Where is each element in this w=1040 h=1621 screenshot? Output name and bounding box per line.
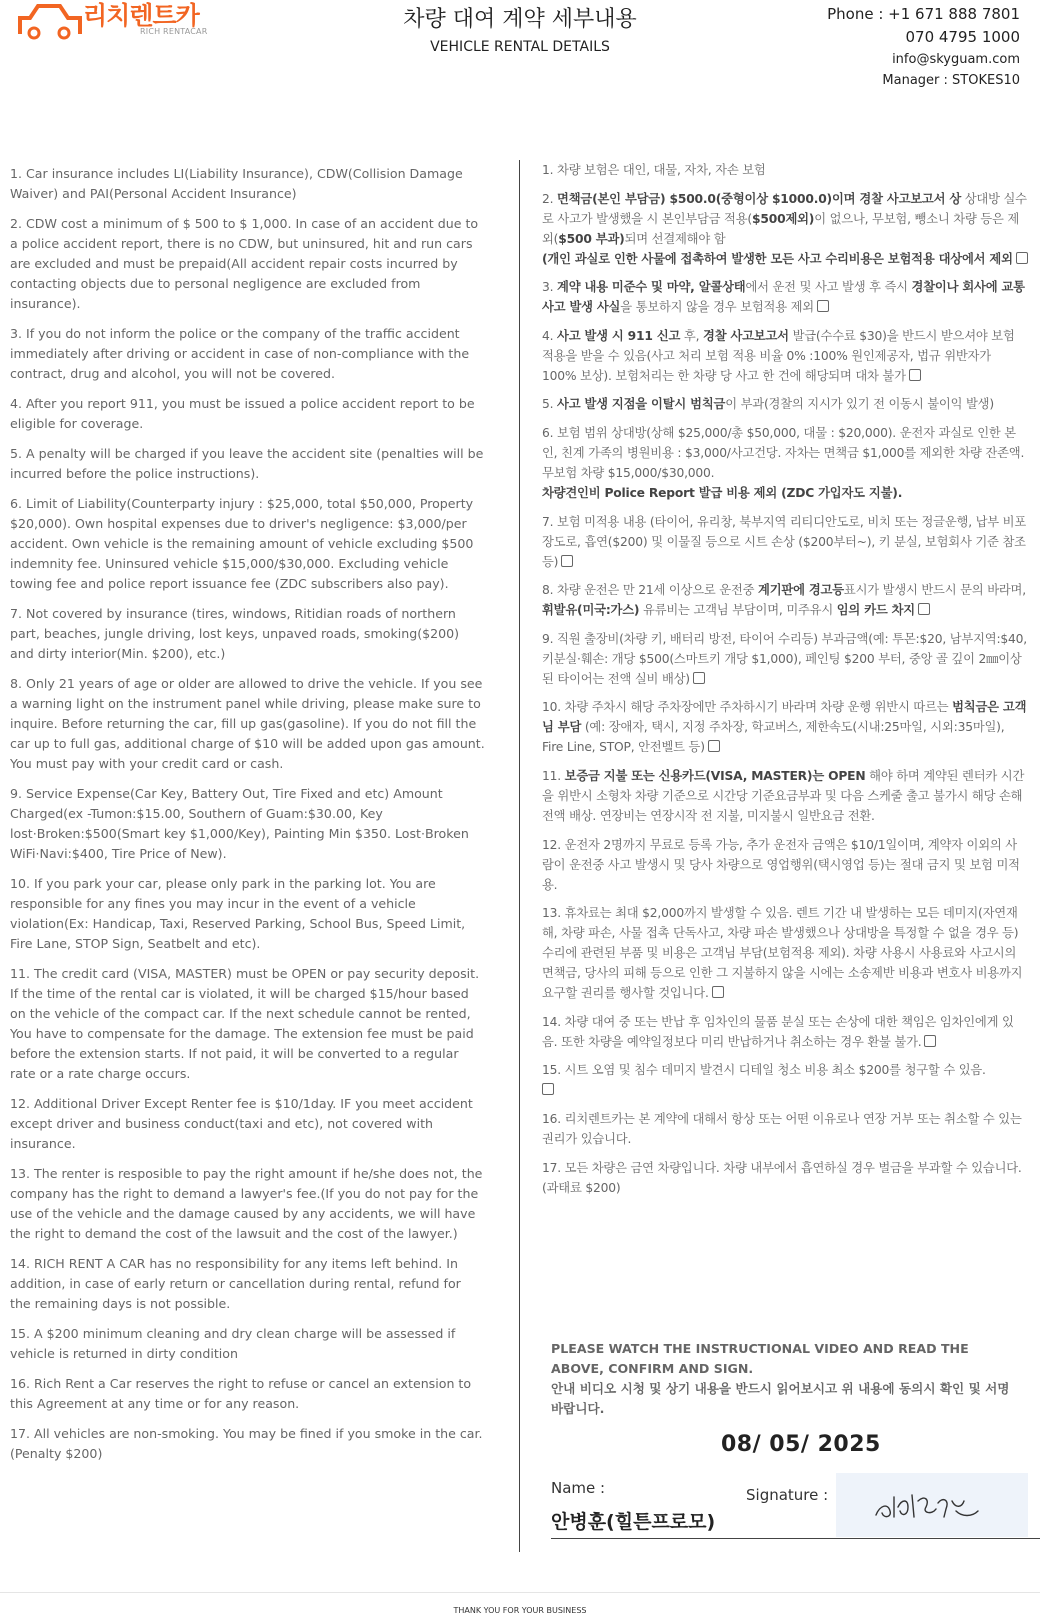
- english-term-17: 17. All vehicles are non-smoking. You may be fined if you smoke in the car.(Penalty $200): [10, 1426, 483, 1461]
- korean-term-9: 9. 직원 출장비(차량 키, 배터리 방전, 타이어 수리등) 부과금액(예: 투몬:$20, 남부지역:$40, 키분실·훼손: 개당 $500(스마트키 개당 $1,000), 페인팅 $200 부터, 중앙 골 깊이 2㎜이상 된 타이어는 전액 실비 배상): [542, 631, 1027, 686]
- english-term-5: 5. A penalty will be charged if you leave the accident site (penalties will be incurred before the police instructions).: [10, 446, 484, 481]
- korean-term-15: 15. 시트 오염 및 침수 데미지 발견시 디테일 청소 비용 최소 $200를 청구할 수 있음.: [542, 1060, 1028, 1100]
- footer-text: THANK YOU FOR YOUR BUSINESS: [453, 1606, 587, 1615]
- korean-term-7: 7. 보험 미적용 내용 (타이어, 유리창, 북부지역 리티디안도로, 비치 또는 정글운행, 납부 비포장도로, 흡연($200) 및 이물질 등으로 시트 손상 ($200부터~), 키 분실, 보험회사 기준 참조 등): [542, 514, 1027, 569]
- english-term-15: 15. A $200 minimum cleaning and dry clean charge will be assessed if vehicle is returned in dirty condition: [10, 1326, 456, 1361]
- term-14-checkbox[interactable]: [924, 1035, 936, 1047]
- contact-tel: 070 4795 1000: [905, 28, 1020, 46]
- korean-term-1: 1. 차량 보험은 대인, 대물, 자차, 자손 보험: [542, 163, 766, 177]
- car-logo-icon: [18, 0, 82, 40]
- footer-rule: [0, 1592, 1040, 1593]
- korean-term-11: 11. 보증금 지불 또는 신용카드(VISA, MASTER)는 OPEN 해야 하며 계약된 렌터카 시간을 위반시 소형차 차량 기준으로 시간당 기준요금부과 및 다음 스케줄 출고 불가시 해당 손해 전액 배상. 연장비는 연장시작 전 지불, 미지불시 일반요금 전환.: [542, 768, 1025, 823]
- signing-date: 08/ 05/ 2025: [721, 1432, 881, 1457]
- english-term-14: 14. RICH RENT A CAR has no responsibility for any items left behind. In addition, in case of early return or cancellation during rental, refund for the remaining days is not possible.: [10, 1256, 461, 1311]
- english-term-13: 13. The renter is resposible to pay the right amount if he/she does not, the company has the right to demand a lawyer's fee.(If you do not pay for the use of the vehicle and the damage caused by any accidents, we will have the right to demand the cost of the lawsuit and the cost of the lawyer.): [10, 1166, 483, 1241]
- name-label: Name :: [551, 1479, 606, 1497]
- english-term-12: 12. Additional Driver Except Renter fee is $10/1day. IF you meet accident except driver and business conduct(taxi and etc), not covered with insurance.: [10, 1096, 473, 1151]
- english-term-3: 3. If you do not inform the police or the company of the traffic accident immediately after driving or accident in case of non-compliance with the contract, drug and alcohol, you will not be covered.: [10, 326, 470, 381]
- handwritten-signature: [872, 1487, 992, 1527]
- signature-label: Signature :: [746, 1486, 829, 1504]
- korean-term-6: 6. 보험 범위 상대방(상해 $25,000/총 $50,000, 대물 : $20,000). 운전자 과실로 인한 본인, 친계 가족의 병원비용 : $3,000/사고건당. 자차는 면책금 $1,000를 제외한 차량 잔존액. 무보험 차량 $15,000/$30,000. 차량견인비 Police Report 발급 비용 제외 (ZDC 가입자도 지불).: [542, 425, 1025, 500]
- korean-term-10: 10. 차량 주차시 해당 주차장에만 주차하시기 바라며 차량 운행 위반시 따르는 범칙금은 고객님 부담 (예: 장애자, 택시, 지정 주차장, 학교버스, 제한속도(시내:25마일, 시외:35마일), Fire Line, STOP, 안전벨트 등): [542, 700, 1027, 755]
- korean-term-14: 14. 차량 대여 중 또는 반납 후 임차인의 물품 분실 또는 손상에 대한 책임은 임차인에게 있음. 또한 차량을 예약일정보다 미리 반납하거나 취소하는 경우 환불 불가.: [542, 1014, 1014, 1049]
- english-term-16: 16. Rich Rent a Car reserves the right to refuse or cancel an extension to this Agreement at any time or for any reason.: [10, 1376, 472, 1411]
- korean-term-2: 2. 면책금(본인 부담금) $500.0(중형이상 $1000.0)이며 경찰 사고보고서 상 상대방 실수로 사고가 발생했을 시 본인부담금 적용($500제외)이 없으나, 무보험, 뺑소니 차량 등은 제외($500 부과)되며 선결제해야 함 (개인 과실로 인한 사물에 접촉하여 발생한 모든 사고 수리비용은 보험적용 대상에서 제외: [542, 191, 1027, 266]
- logo-english-text: RICH RENTACAR: [140, 27, 208, 36]
- page-title-english: VEHICLE RENTAL DETAILS: [430, 39, 610, 55]
- term-10-checkbox[interactable]: [708, 740, 720, 752]
- notice-korean: 안내 비디오 시청 및 상기 내용을 반드시 읽어보시고 위 내용에 동의시 확인 및 서명 바랍니다.: [551, 1381, 1010, 1416]
- term-3-checkbox[interactable]: [817, 300, 829, 312]
- english-term-9: 9. Service Expense(Car Key, Battery Out, Tire Fixed and etc) Amount Charged(ex -Tumon:$15.00, Southern of Guam:$30.00, Key lost·Broken:$500(Smart key $1,000/Key), Painting Min $350. Lost·Broken WiFi·Navi:$400, Tire Price of New).: [10, 786, 469, 861]
- page-title-korean: 차량 대여 계약 세부내용: [403, 7, 637, 32]
- column-divider: [519, 160, 520, 1552]
- english-term-4: 4. After you report 911, you must be issued a police accident report to be eligible for coverage.: [10, 396, 475, 431]
- english-terms-column: [10, 164, 485, 1474]
- term-9-checkbox[interactable]: [693, 672, 705, 684]
- english-term-11: 11. The credit card (VISA, MASTER) must be OPEN or pay security deposit. If the time of the rental car is violated, it will be charged $15/hour based on the vehicle of the compact car. If the next schedule cannot be rented, You have to compensate for the damage. The extension fee must be paid before the extension starts. If not paid, it will be converted to a regular rate or a rate charge occurs.: [10, 966, 480, 1081]
- name-value: 안병훈(힐튼프로모): [551, 1511, 716, 1533]
- korean-term-13: 13. 휴차료는 최대 $2,000까지 발생할 수 있음. 렌트 기간 내 발생하는 모든 데미지(자연재해, 차량 파손, 사물 접촉 단독사고, 차량 파손 발생했으나 상대방을 특정할 수 없을 경우 등) 수리에 관련된 부품 및 비용은 고객님 부담(보험적용 제외). 차량 사용시 사용료와 사고시의 면책금, 당사의 피해 등으로 인한 그 지불하지 않을 시에는 소송제반 비용과 변호사 비용까지 요구할 권리를 행사할 것입니다.: [542, 906, 1023, 1001]
- korean-term-4: 4. 사고 발생 시 911 신고 후, 경찰 사고보고서 발급(수수료 $30)을 반드시 받으셔야 보험 적용을 받을 수 있음(사고 처리 보험 적용 비율 0% :100% 원인제공자, 법규 위반자가 100% 보상). 보험처리는 한 차량 당 사고 한 건에 해당되며 대차 불가: [542, 328, 1015, 383]
- contact-manager: Manager : STOKES10: [882, 73, 1020, 88]
- logo-korean-text: 리치렌트카: [83, 1, 199, 30]
- contact-phone: Phone : +1 671 888 7801: [827, 5, 1020, 23]
- term-7-checkbox[interactable]: [561, 555, 573, 567]
- term-4-checkbox[interactable]: [909, 369, 921, 381]
- term-8-checkbox[interactable]: [918, 603, 930, 615]
- english-term-7: 7. Not covered by insurance (tires, windows, Ritidian roads of northern part, beaches, jungle driving, lost keys, unpaved roads, smoking($200) and dirty interior(Min. $200), etc.): [10, 606, 460, 661]
- company-logo: [18, 0, 228, 42]
- korean-term-5: 5. 사고 발생 지점을 이탈시 범칙금이 부과(경찰의 지시가 있기 전 이동시 불이익 발생): [542, 397, 994, 412]
- signature-line: [551, 1538, 1040, 1539]
- confirmation-notice: [551, 1339, 1011, 1419]
- contact-email: info@skyguam.com: [892, 52, 1020, 67]
- term-13-checkbox[interactable]: [712, 986, 724, 998]
- english-term-6: 6. Limit of Liability(Counterparty injury : $25,000, total $50,000, Property $20,000). Own hospital expenses due to driver's negligence: $3,000/per accident. Own vehicle is the remaining amount of vehicle excluding $500 indemnity fee. Uninsured vehicle $15,000/$30,000. Excluding vehicle towing fee and police report issuance fee (ZDC subscribers also pay).: [10, 496, 474, 591]
- korean-term-16: 16. 리치렌트카는 본 계약에 대해서 항상 또는 어떤 이유로나 연장 거부 또는 취소할 수 있는 권리가 있습니다.: [542, 1111, 1022, 1146]
- korean-terms-column: [542, 160, 1028, 1206]
- term-15-checkbox[interactable]: [542, 1083, 554, 1095]
- korean-term-3: 3. 계약 내용 미준수 및 마약, 알콜상태에서 운전 및 사고 발생 후 즉시 경찰이나 회사에 교통 사고 발생 사실을 통보하지 않을 경우 보험적용 제외: [542, 280, 1025, 315]
- english-term-10: 10. If you park your car, please only park in the parking lot. You are responsible for any fines you may incur in the event of a vehicle violation(Ex: Handicap, Taxi, Reserved Parking, School Bus, Speed Limit, Fire Lane, STOP Sign, Seatbelt and etc).: [10, 876, 466, 951]
- korean-term-17: 17. 모든 차량은 금연 차량입니다. 차량 내부에서 흡연하실 경우 벌금을 부과할 수 있습니다. (과태료 $200): [542, 1160, 1022, 1195]
- english-term-1: 1. Car insurance includes LI(Liability Insurance), CDW(Collision Damage Waiver) and PAI(Personal Accident Insurance): [10, 166, 463, 201]
- korean-term-8: 8. 차량 운전은 만 21세 이상으로 운전중 계기판에 경고등표시가 발생시 반드시 문의 바라며, 휘발유(미국:가스) 유류비는 고객님 부담이며, 미주유시 임의 카드 차지: [542, 583, 1026, 618]
- korean-term-12: 12. 운전자 2명까지 무료로 등록 가능, 추가 운전자 금액은 $10/1일이며, 계약자 이외의 사람이 운전중 사고 발생시 및 당사 차량으로 영업행위(택시영업 등)는 절대 금지 및 보험 미적용.: [542, 837, 1020, 892]
- contact-block: [827, 3, 1020, 91]
- term-2-checkbox[interactable]: [1016, 252, 1028, 264]
- english-term-8: 8. Only 21 years of age or older are allowed to drive the vehicle. If you see a warning light on the instrument panel while driving, please make sure to inquire. Before returning the car, fill up gas(gasoline). If you do not fill the car up to full gas, additional charge of $10 will be added upon gas amount. You must pay with your credit card or cash.: [10, 676, 485, 771]
- english-term-2: 2. CDW cost a minimum of $ 500 to $ 1,000. In case of an accident due to a police accident report, there is no CDW, but uninsured, hit and run cars are excluded and must be prepaid(All accident repair costs incurred by contacting objects due to personal negligence are excluded from insurance).: [10, 216, 479, 311]
- signature-box[interactable]: [836, 1473, 1028, 1537]
- notice-english: PLEASE WATCH THE INSTRUCTIONAL VIDEO AND READ THE ABOVE, CONFIRM AND SIGN.: [551, 1341, 969, 1376]
